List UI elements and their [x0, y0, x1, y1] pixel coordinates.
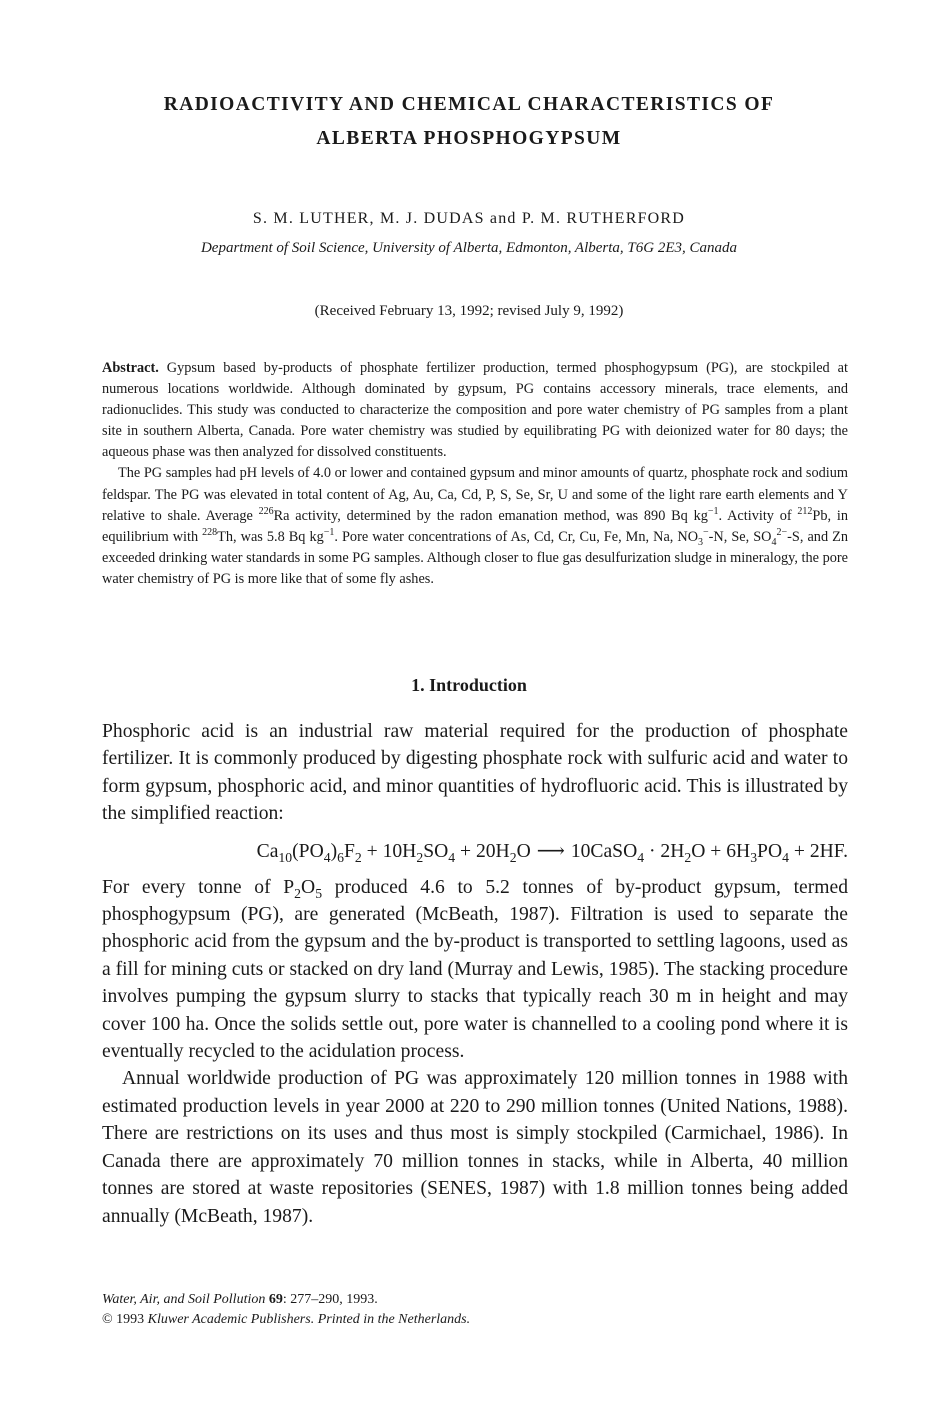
abstract-paragraph-2: The PG samples had pH levels of 4.0 or lower and contained gypsum and minor amounts of quartz, phosphate rock and sodium feldspar. The PG was elevated in total content of Ag, Au, Ca, Cd, P, S, Se, Sr, U and some of the light rare earth elements and Y relative to shale. Average $^{226}$Ra activity, determined by the radon emanation method, was 890 Bq $kg^{-1}$. Activity of $^{212}$Pb, in equilibrium with $^{228}$Th, was 5.8 Bq $kg^{-1}$. Pore water concentrations of As, Cd, Cr, Cu, Fe, Mn, Na, $NO_3^--N$, Se, $SO_4^{2-}-S$, and Zn exceeded drinking water standards in some PG samples. Although closer to flue gas desulfurization sludge in mineralogy, the pore water chemistry of PG is more like that of some fly ashes.	[102, 465, 848, 587]
reaction-arrow-icon: ⟶	[536, 840, 565, 862]
journal-citation: Water, Air, and Soil Pollution 69: 277–290, 1993.	[102, 1292, 378, 1307]
abstract-paragraph-1: Abstract. Gypsum based by-products of phosphate fertilizer production, termed phosphogypsum (PG), are stockpiled at numerous locations worldwide. Although dominated by gypsum, PG contains accessory minerals, trace elements, and radionuclides. This study was conducted to characterize the composition and pore water chemistry of PG samples from a plant site in southern Alberta, Canada. Pore water chemistry was studied by equilibrating PG with deionized water for 80 days; the aqueous phase was then analyzed for dissolved constituents.	[102, 360, 848, 461]
abstract	[102, 358, 848, 590]
affiliation: Department of Soil Science, University of Alberta, Edmonton, Alberta, T6G 2E3, Canada	[200, 240, 738, 256]
page-footer	[102, 1290, 470, 1330]
intro-paragraph-2: For every tonne of $P_2O_5$ produced 4.6 to 5.2 tonnes of by-product gypsum, termed phosphogypsum (PG), are generated (McBeath, 1987). Filtration is used to separate the phosphoric acid from the gypsum and the by-product is transported to settling lagoons, used as a fill for mining cuts or stacked on dry land (Murray and Lewis, 1985). The stacking procedure involves pumping the gypsum slurry to stacks that typically reach 30 m in height and may cover 100 ha. Once the solids settle out, pore water is channelled to a cooling pond where it is eventually recycled to the acidulation process.	[102, 876, 849, 1063]
intro-paragraph-1: Phosphoric acid is an industrial raw material required for the production of phosphate fertilizer. It is commonly produced by digesting phosphate rock with sulfuric acid and water to form gypsum, phosphoric acid, and minor quantities of hydrofluoric acid. This is illustrated by the simplified reaction:	[102, 721, 848, 825]
abstract-label: Abstract.	[102, 360, 159, 376]
copyright-line: © 1993 Kluwer Academic Publishers. Printed in the Netherlands.	[102, 1312, 471, 1327]
section-heading-introduction: 1. Introduction	[411, 675, 527, 695]
received-dates: (Received February 13, 1992; revised July 9, 1992)	[314, 303, 624, 319]
copyright-icon: ©	[102, 1312, 113, 1327]
author-list: S. M. LUTHER, M. J. DUDAS and P. M. RUTHERFORD	[252, 210, 686, 227]
paper-title	[0, 88, 938, 156]
title-line-2: ALBERTA PHOSPHOGYPSUM	[316, 128, 622, 149]
title-line-1: RADIOACTIVITY AND CHEMICAL CHARACTERISTICS OF	[163, 94, 775, 115]
reaction-equation: $Ca_{10}(PO_4)_6F_2 + 10H_2SO_4 + 20H_2O$ ⟶ 10CaSO$_4$ · $2H_2O + 6H_3PO_4 + 2HF$.	[102, 836, 848, 868]
intro-paragraph-3: Annual worldwide production of PG was approximately 120 million tonnes in 1988 with estimated production levels in year 2000 at 220 to 290 million tonnes (United Nations, 1988). There are restrictions on its uses and thus most is simply stockpiled (Carmichael, 1986). In Canada there are approximately 70 million tonnes in stacks, while in Alberta, 40 million tonnes are stored at waste repositories (SENES, 1987) with 1.8 million tonnes being added annually (McBeath, 1987).	[102, 1068, 848, 1227]
introduction-body	[102, 718, 848, 1230]
